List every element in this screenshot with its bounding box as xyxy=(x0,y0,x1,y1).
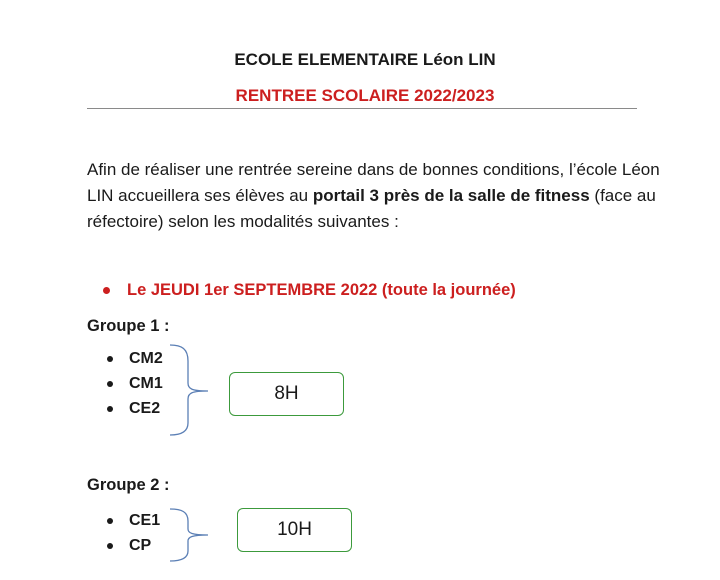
day-label: Le JEUDI 1er SEPTEMBRE 2022 (toute la journée) xyxy=(127,281,516,299)
list-item xyxy=(107,346,163,371)
bullet-icon xyxy=(107,406,113,412)
bullet-icon xyxy=(107,518,113,524)
school-year-subtitle: RENTREE SCOLAIRE 2022/2023 xyxy=(235,86,495,105)
group-2-time-box xyxy=(237,508,352,552)
intro-gate-location: portail 3 près de la salle de fitness xyxy=(312,186,590,205)
intro-paragraph xyxy=(87,157,687,235)
group-1-levels xyxy=(107,346,163,421)
intro-text-start: Afin de réaliser une rentrée sereine dans de bonnes conditions, l’école Léon LIN accueillera ses élèves au xyxy=(87,160,660,205)
level-label: CP xyxy=(129,536,152,554)
list-item xyxy=(107,371,163,396)
group-1-title: Groupe 1 : xyxy=(87,317,170,335)
intro-text-end: (face au réfectoire) selon les modalités suivantes : xyxy=(87,186,656,231)
bullet-icon xyxy=(103,287,110,294)
school-title: ECOLE ELEMENTAIRE Léon LIN xyxy=(234,50,496,69)
list-item xyxy=(107,533,160,558)
group-2-levels xyxy=(107,508,160,558)
list-item xyxy=(107,396,163,421)
level-label: CE1 xyxy=(129,511,161,529)
bullet-icon xyxy=(107,381,113,387)
day-heading xyxy=(103,281,516,300)
level-label: CM2 xyxy=(129,349,163,367)
group-2-brace-icon xyxy=(168,507,218,563)
bullet-icon xyxy=(107,356,113,362)
header-divider xyxy=(87,108,637,109)
list-item xyxy=(107,508,160,533)
group-2-title: Groupe 2 : xyxy=(87,476,170,494)
group-2-time: 10H xyxy=(277,519,312,540)
level-label: CE2 xyxy=(129,399,161,417)
group-1-time-box xyxy=(229,372,344,416)
group-1-time: 8H xyxy=(274,383,299,404)
group-1-brace-icon xyxy=(168,343,218,437)
bullet-icon xyxy=(107,543,113,549)
level-label: CM1 xyxy=(129,374,163,392)
